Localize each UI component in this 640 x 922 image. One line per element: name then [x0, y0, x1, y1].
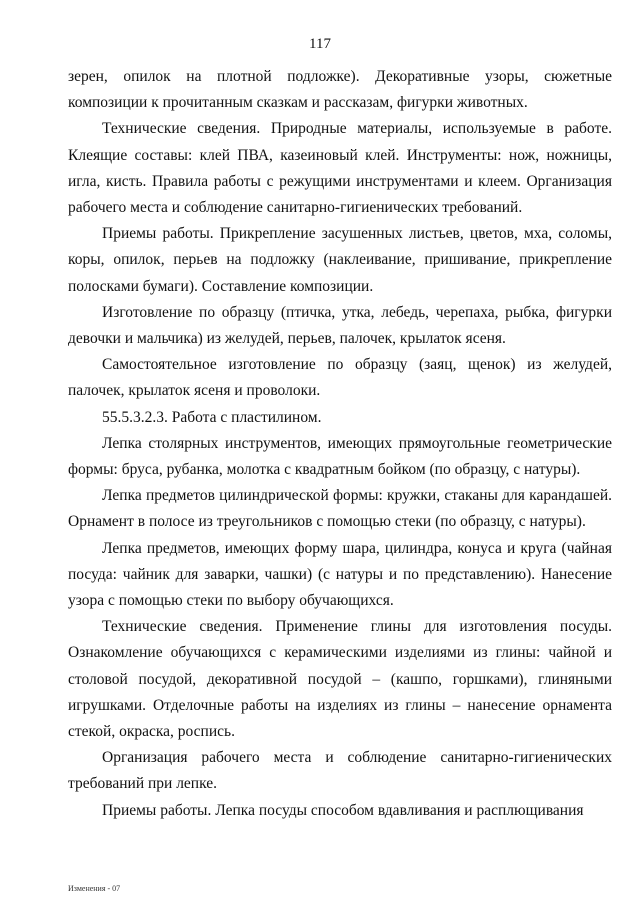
footer-note: Изменения - 07: [68, 884, 121, 893]
paragraph: Самостоятельное изготовление по образцу (заяц, щенок) из желудей, палочек, крылаток ясеня и проволоки.: [68, 356, 612, 400]
paragraph: Приемы работы. Лепка посуды способом вдавливания и расплющивания: [102, 801, 584, 819]
paragraph: Лепка предметов, имеющих форму шара, цилиндра, конуса и круга (чайная посуда: чайник для заварки, чашки) (с натуры и по представлению). Нанесение узора с помощью стеки по выбору обучающихся.: [68, 539, 612, 610]
section-heading: 55.5.3.2.3. Работа с пластилином.: [102, 408, 322, 426]
paragraph: Лепка столярных инструментов, имеющих прямоугольные геометрические формы: бруса, рубанка, молотка с квадратным бойком (по образцу, с натуры).: [68, 434, 612, 479]
paragraph: Приемы работы. Прикрепление засушенных листьев, цветов, мха, соломы, коры, опилок, перьев на подложку (наклеивание, пришивание, прикрепление полосками бумаги). Составление композиции.: [68, 225, 612, 295]
paragraph: Технические сведения. Природные материалы, используемые в работе. Клеящие составы: клей ПВА, казеиновый клей. Инструменты: нож, ножницы, игла, кисть. Правила работы с режущими инструментами и клеем. Организация рабочего места и соблюдение санитарно-гигиенических требований.: [68, 120, 612, 217]
paragraph: Изготовление по образцу (птичка, утка, лебедь, черепаха, рыбка, фигурки девочки и мальчика) из желудей, перьев, палочек, крылаток ясеня.: [68, 303, 612, 348]
paragraph: Технические сведения. Применение глины для изготовления посуды. Ознакомление обучающихся с керамическими изделиями из глины: чайной и столовой посудой, декоративной посудой – (кашпо, горшками), глиняными игрушками. Отделочные работы на изделиях из глины – нанесение орнамента стекой, окраска, роспись.: [68, 618, 612, 741]
page-number: 117: [309, 36, 331, 52]
paragraph: Организация рабочего места и соблюдение санитарно-гигиенических требований при лепке.: [68, 749, 612, 793]
paragraph: зерен, опилок на плотной подложке). Декоративные узоры, сюжетные композиции к прочитанным сказкам и рассказам, фигурки животных.: [68, 68, 612, 112]
paragraph: Лепка предметов цилиндрической формы: кружки, стаканы для карандашей. Орнамент в полосе из треугольников с помощью стеки (по образцу, с натуры).: [68, 487, 612, 531]
document-body: [68, 64, 612, 824]
